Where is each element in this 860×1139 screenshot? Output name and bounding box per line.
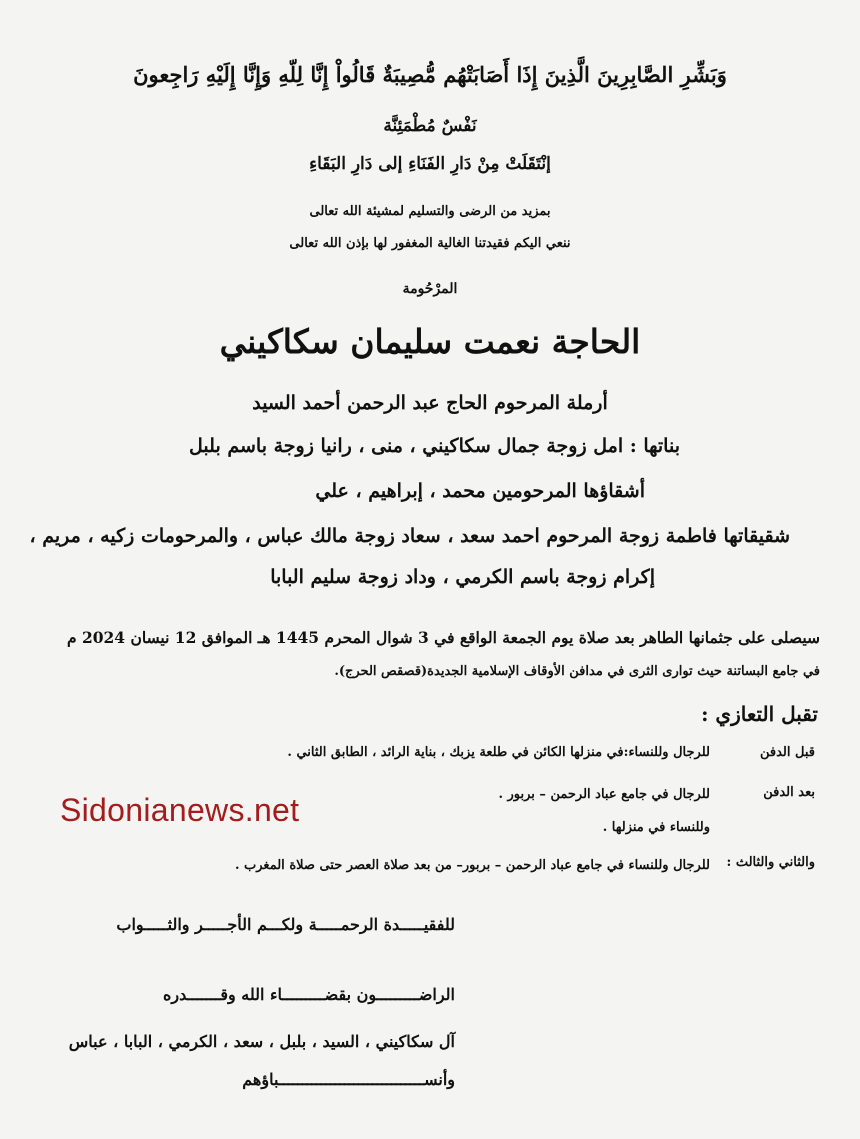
before-burial-text: للرجال وللنساء:في منزلها الكائن في طلعة يزبك ، بناية الرائد ، الطابق الثاني . bbox=[287, 745, 710, 760]
site-watermark: Sidonianews.net bbox=[60, 792, 300, 828]
family-sisters-1: شقيقاتها فاطمة زوجة المرحوم احمد سعد ، سعاد زوجة مالك عباس ، والمرحومات زكيه ، مريم ، bbox=[29, 525, 790, 547]
intro-line-1: بمزيد من الرضى والتسليم لمشيئة الله تعالى bbox=[309, 204, 551, 219]
intro-line-3: المرْحُومة bbox=[402, 281, 458, 297]
deceased-name: الحاجة نعمت سليمان سكاكيني bbox=[219, 322, 641, 361]
closing-families: آل سكاكيني ، السيد ، بلبل ، سعد ، الكرمي ، البابا ، عباس bbox=[68, 1032, 455, 1051]
after-burial-label: بعد الدفن bbox=[763, 785, 815, 800]
after-burial-women: وللنساء في منزلها . bbox=[602, 820, 710, 835]
condolences-title: تقبل التعازي : bbox=[701, 702, 818, 726]
closing-line-1: للفقيـــــدة الرحمـــــة ولكـــم الأجـــــر والثـــــواب bbox=[116, 915, 455, 934]
closing-relatives: وأنســـــــــــــــــــــــــــــــباؤهم bbox=[242, 1070, 455, 1089]
before-burial-label: قبل الدفن bbox=[759, 745, 815, 760]
closing-line-2: الراضـــــــــون بقضـــــــــاء الله وقـــــــدره bbox=[163, 985, 455, 1004]
subtitle-soul: نَفْسٌ مُطْمَئِنَّة bbox=[383, 116, 477, 136]
after-burial-men: للرجال في جامع عباد الرحمن – بربور . bbox=[498, 787, 710, 802]
quran-verse: وَبَشِّرِ الصَّابِرِينَ الَّذِينَ إِذَا أَصَابَتْهُم مُّصِيبَةٌ قَالُواْ إِنَّا لِلّهِ وَإِنَّا إِلَيْهِ رَاجِعونَ bbox=[133, 62, 727, 87]
intro-line-2: ننعي اليكم فقيدتنا الغالية المغفور لها بإذن الله تعالى bbox=[289, 236, 571, 251]
family-brothers: أشقاؤها المرحومين محمد ، إبراهيم ، علي bbox=[315, 480, 645, 502]
family-daughters: بناتها : امل زوجة جمال سكاكيني ، منى ، رانيا زوجة باسم بلبل bbox=[189, 435, 680, 457]
subtitle-passed: إنْتَقَلَتْ مِنْ دَارِ الفَنَاءِ إلى دَارِ البَقَاءِ bbox=[309, 154, 551, 174]
second-third-days-label: والثاني والثالث : bbox=[726, 855, 815, 870]
funeral-line-2: في جامع البساتنة حيث توارى الثرى في مدافن الأوقاف الإسلامية الجديدة(قصقص الحرج). bbox=[334, 664, 820, 679]
second-third-days-text: للرجال وللنساء في جامع عباد الرحمن – بربور– من بعد صلاة العصر حتى صلاة المغرب . bbox=[234, 858, 710, 873]
family-sisters-2: إكرام زوجة باسم الكرمي ، وداد زوجة سليم البابا bbox=[270, 566, 655, 588]
funeral-line-1: سيصلى على جثمانها الطاهر بعد صلاة يوم الجمعة الواقع في 3 شوال المحرم 1445 هـ الموافق 12 نيسان 2024 م bbox=[66, 628, 820, 647]
widow-of: أرملة المرحوم الحاج عبد الرحمن أحمد السيد bbox=[252, 392, 608, 414]
